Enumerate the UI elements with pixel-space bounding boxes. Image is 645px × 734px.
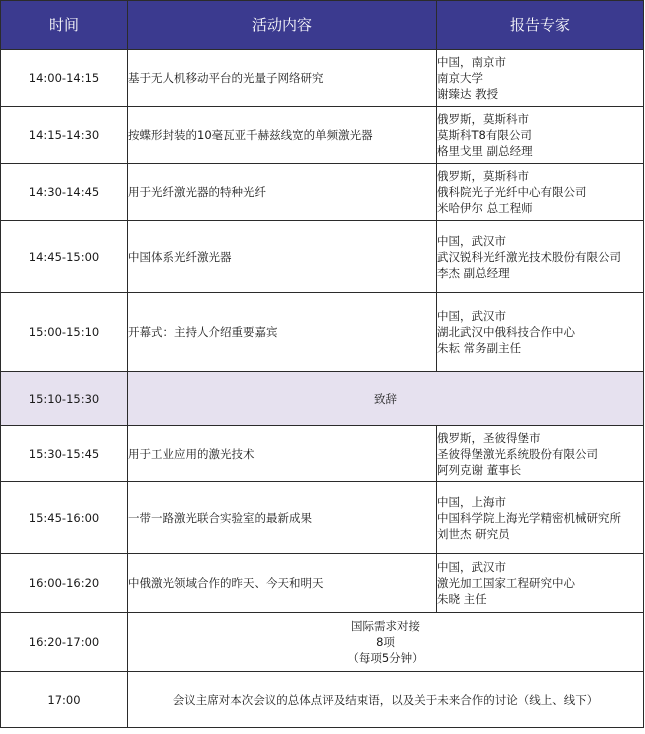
expert-name: 朱耘 常务副主任 — [437, 341, 522, 355]
time-cell: 14:30-14:45 — [1, 164, 128, 221]
time-cell: 15:10-15:30 — [1, 372, 128, 426]
expert-organization: 激光加工国家工程研究中心 — [437, 576, 575, 590]
table-row — [1, 613, 644, 672]
expert-name: 阿列克谢 董事长 — [437, 462, 522, 477]
time-cell: 14:45-15:00 — [1, 221, 128, 293]
activity-cell: 中俄激光领域合作的昨天、今天和明天 — [128, 554, 437, 613]
table-row — [1, 293, 644, 372]
activity-cell: 用于光纤激光器的特种光纤 — [128, 164, 437, 221]
header-experts: 报告专家 — [437, 1, 644, 50]
table-row — [1, 672, 644, 728]
expert-location: 中国，武汉市 — [437, 233, 506, 248]
experts-cell — [437, 107, 644, 164]
experts-cell — [437, 221, 644, 293]
expert-location: 俄罗斯，莫斯科市 — [437, 169, 529, 183]
activity-cell: 一带一路激光联合实验室的最新成果 — [128, 482, 437, 554]
expert-name: 谢臻达 教授 — [437, 87, 499, 101]
table-row — [1, 50, 644, 107]
table-row — [1, 164, 644, 221]
expert-location: 俄罗斯，莫斯科市 — [437, 112, 529, 126]
matchmaking-duration: （每项5分钟） — [347, 651, 424, 665]
expert-location: 中国，上海市 — [437, 494, 506, 509]
activity-cell: 用于工业应用的激光技术 — [128, 426, 437, 482]
header-time: 时间 — [1, 1, 128, 50]
expert-organization: 南京大学 — [437, 71, 483, 85]
expert-organization: 湖北武汉中俄科技合作中心 — [437, 325, 575, 339]
expert-organization: 莫斯科T8有限公司 — [437, 128, 532, 142]
expert-name: 米哈伊尔 总工程师 — [437, 201, 533, 215]
table-row — [1, 482, 644, 554]
time-cell: 17:00 — [1, 672, 128, 728]
table-row — [1, 221, 644, 293]
time-cell: 15:45-16:00 — [1, 482, 128, 554]
time-cell: 16:00-16:20 — [1, 554, 128, 613]
closing-cell: 会议主席对本次会议的总体点评及结束语，以及关于未来合作的讨论（线上、线下） — [128, 672, 644, 728]
experts-cell — [437, 293, 644, 372]
matchmaking-title: 国际需求对接 — [351, 619, 420, 633]
expert-location: 中国，武汉市 — [437, 560, 506, 574]
activity-cell: 开幕式：主持人介绍重要嘉宾 — [128, 293, 437, 372]
time-cell: 16:20-17:00 — [1, 613, 128, 672]
table-row — [1, 426, 644, 482]
experts-cell — [437, 554, 644, 613]
time-cell: 14:00-14:15 — [1, 50, 128, 107]
expert-name: 李杰 副总经理 — [437, 265, 510, 280]
experts-cell — [437, 426, 644, 482]
address-cell: 致辞 — [128, 372, 644, 426]
expert-organization: 中国科学院上海光学精密机械研究所 — [437, 510, 621, 525]
experts-cell — [437, 164, 644, 221]
header-activity: 活动内容 — [128, 1, 437, 50]
time-cell: 14:15-14:30 — [1, 107, 128, 164]
expert-organization: 俄科院光子光纤中心有限公司 — [437, 185, 587, 199]
time-cell: 15:00-15:10 — [1, 293, 128, 372]
experts-cell — [437, 50, 644, 107]
expert-organization: 武汉锐科光纤激光技术股份有限公司 — [437, 249, 621, 264]
activity-cell: 按蝶形封装的10毫瓦亚千赫兹线宽的单频激光器 — [128, 107, 437, 164]
matchmaking-cell — [128, 613, 644, 672]
expert-organization: 圣彼得堡激光系统股份有限公司 — [437, 446, 598, 461]
table-row — [1, 554, 644, 613]
expert-location: 中国，武汉市 — [437, 309, 506, 323]
expert-name: 格里戈里 副总经理 — [437, 144, 533, 158]
expert-name: 刘世杰 研究员 — [437, 526, 510, 541]
expert-location: 中国，南京市 — [437, 55, 506, 69]
expert-name: 朱晓 主任 — [437, 592, 487, 606]
table-row-highlight — [1, 372, 644, 426]
activity-cell: 中国体系光纤激光器 — [128, 221, 437, 293]
time-cell: 15:30-15:45 — [1, 426, 128, 482]
header-row — [1, 1, 644, 50]
experts-cell — [437, 482, 644, 554]
expert-location: 俄罗斯，圣彼得堡市 — [437, 430, 541, 445]
matchmaking-count: 8项 — [376, 635, 395, 649]
table-row — [1, 107, 644, 164]
activity-cell: 基于无人机移动平台的光量子网络研究 — [128, 50, 437, 107]
